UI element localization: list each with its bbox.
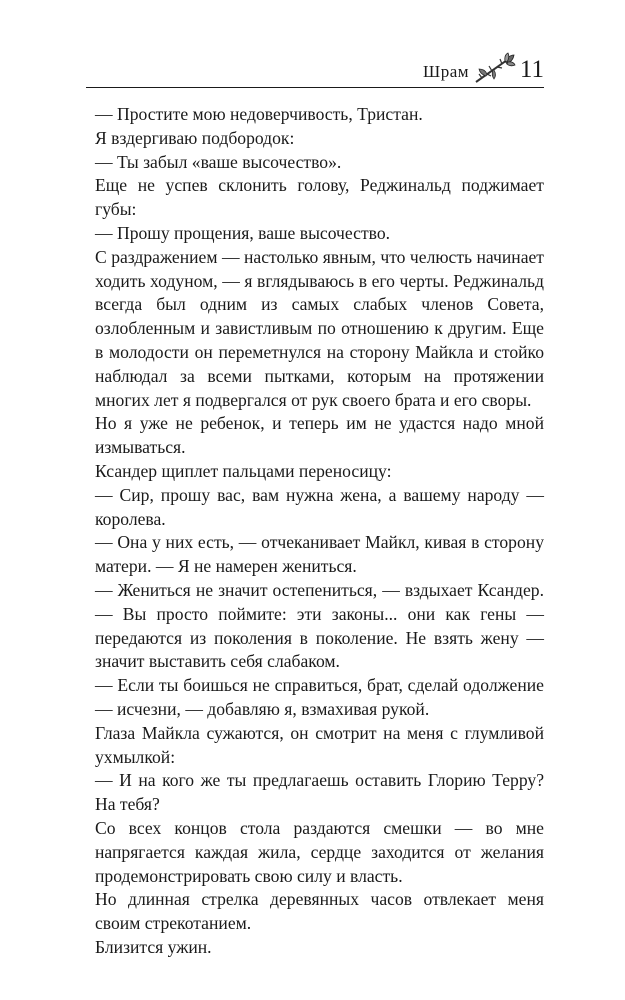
paragraph: Я вздергиваю подбородок:	[95, 127, 295, 148]
paragraph: Глаза Майкла сужаются, он смотрит на меня с глумливой ухмылкой:	[95, 722, 544, 767]
running-title: Шрам	[423, 62, 469, 81]
paragraph: Еще не успев склонить голову, Реджинальд поджимает губы:	[95, 175, 544, 220]
paragraph: Со всех концов стола раздаются смешки — во мне напрягается каждая жила, сердце заходится от желания продемонстрировать свою силу и власть.	[95, 817, 544, 886]
running-head	[86, 56, 544, 86]
paragraph: — Она у них есть, — отчеканивает Майкл, кивая в сторону матери. — Я не намерен жениться.	[95, 532, 544, 577]
paragraph: Близится ужин.	[95, 936, 212, 957]
paragraph: — И на кого же ты предлагаешь оставить Глорию Терру? На тебя?	[95, 770, 544, 815]
paragraph: Но я уже не ребенок, и теперь им не удастся надо мной измываться.	[95, 413, 544, 458]
body-text	[95, 103, 544, 960]
paragraph: С раздражением — настолько явным, что челюсть начинает ходить ходуном, — я вглядываюсь в его черты. Реджинальд всегда был одним из самых слабых членов Совета, озлобленным и завистливым по отношению к другим. Еще в молодости он переметнулся на сторону Майкла и стойко наблюдал за всеми пытками, которым на протяжении многих лет я подвергался от рук своего брата и его своры.	[95, 246, 544, 410]
thorny-rose-stem-icon	[472, 52, 516, 86]
paragraph: — Жениться не значит остепениться, — вздыхает Ксандер. — Вы просто поймите: эти законы... они как гены — передаются из поколения в поколение. Не взять жену — значит выставить себя слабаком.	[95, 579, 544, 672]
paragraph: — Ты забыл «ваше высочество».	[95, 151, 342, 172]
paragraph: — Прошу прощения, ваше высочество.	[95, 222, 391, 243]
paragraph: Но длинная стрелка деревянных часов отвлекает меня своим стрекотанием.	[95, 889, 544, 934]
page-number: 11	[519, 56, 544, 83]
paragraph: — Если ты боишься не справиться, брат, сделай одолжение — исчезни, — добавляю я, взмахивая рукой.	[95, 675, 544, 719]
paragraph: — Простите мою недоверчивость, Тристан.	[95, 104, 423, 124]
paragraph: — Сир, прошу вас, вам нужна жена, а вашему народу — королева.	[95, 484, 544, 529]
header-rule	[86, 87, 544, 88]
paragraph: Ксандер щиплет пальцами переносицу:	[95, 460, 392, 481]
